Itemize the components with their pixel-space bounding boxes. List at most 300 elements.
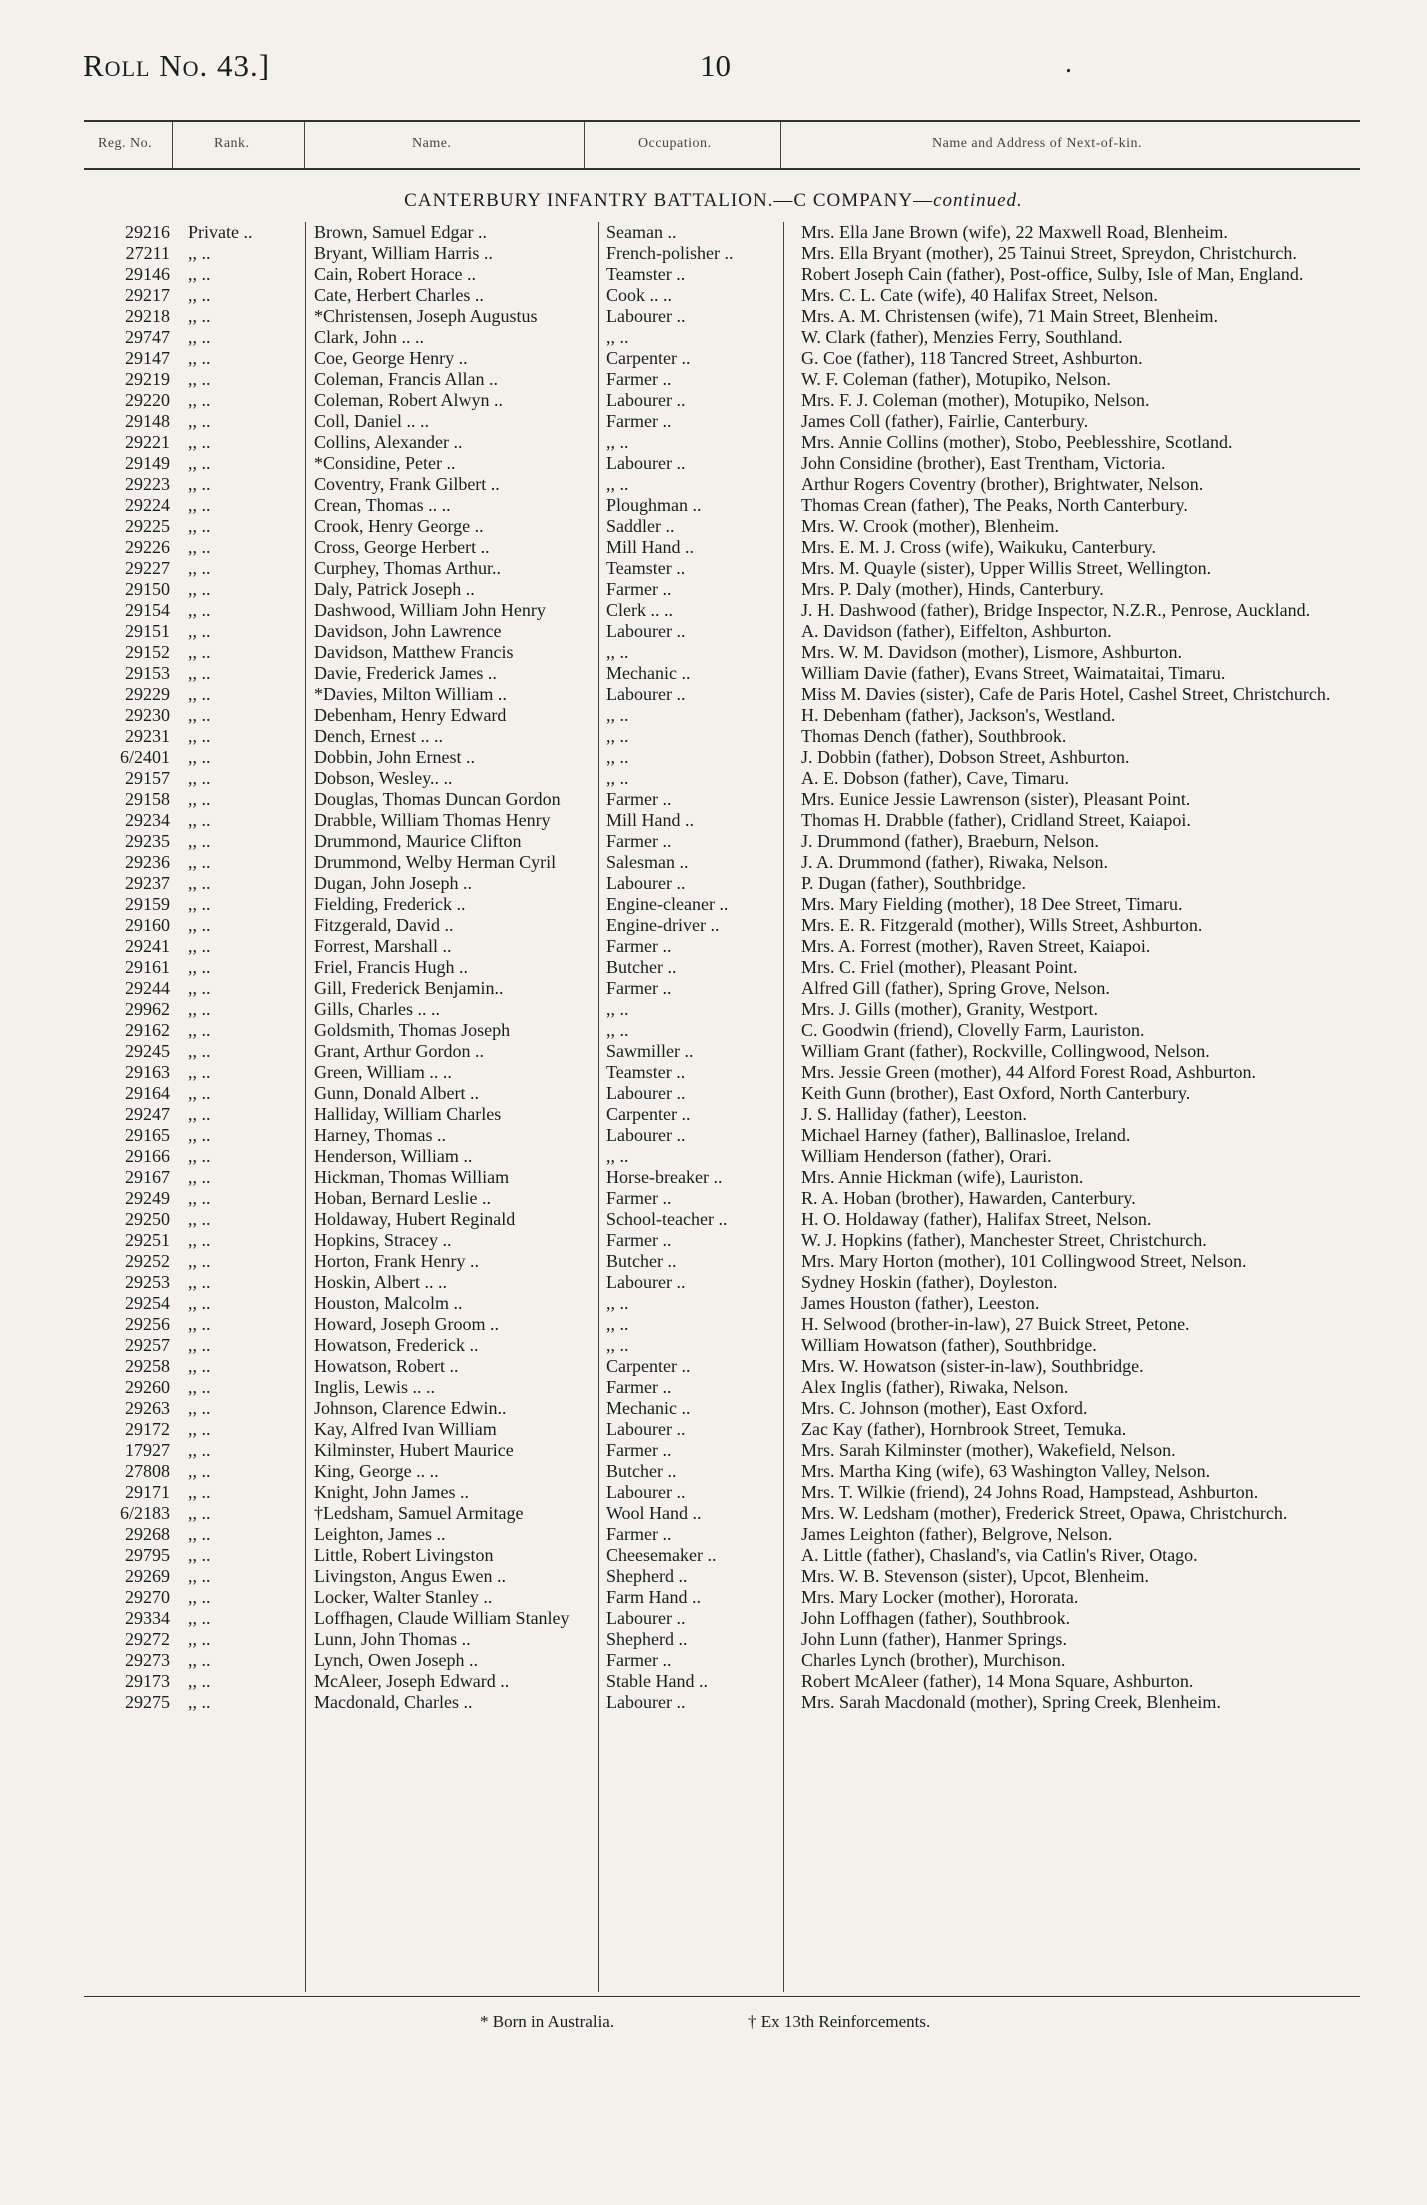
table-row xyxy=(84,894,1360,915)
name-cell: McAleer, Joseph Edward .. xyxy=(314,1671,510,1691)
name-cell: Leighton, James .. xyxy=(314,1524,446,1544)
name-cell: King, George .. .. xyxy=(314,1461,439,1481)
rank-cell: ,, .. xyxy=(188,1314,211,1334)
table-row xyxy=(84,264,1360,285)
name-cell: Kilminster, Hubert Maurice xyxy=(314,1440,514,1460)
reg-no-cell: 29234 xyxy=(125,810,170,830)
rank-cell: ,, .. xyxy=(188,957,211,977)
name-cell: Locker, Walter Stanley .. xyxy=(314,1587,493,1607)
reg-no-cell: 29221 xyxy=(125,432,170,452)
reg-no-cell: 29249 xyxy=(125,1188,170,1208)
table-row xyxy=(84,495,1360,516)
next-of-kin-cell: Thomas Crean (father), The Peaks, North Canterbury. xyxy=(801,495,1188,515)
rank-cell: ,, .. xyxy=(188,852,211,872)
rank-cell: ,, .. xyxy=(188,1398,211,1418)
name-cell: Bryant, William Harris .. xyxy=(314,243,493,263)
name-cell: Henderson, William .. xyxy=(314,1146,473,1166)
rank-cell: ,, .. xyxy=(188,1587,211,1607)
reg-no-cell: 29269 xyxy=(125,1566,170,1586)
rank-cell: ,, .. xyxy=(188,768,211,788)
next-of-kin-cell: Mrs. Mary Fielding (mother), 18 Dee Street, Timaru. xyxy=(801,894,1183,914)
reg-no-cell: 29334 xyxy=(125,1608,170,1628)
rank-cell: ,, .. xyxy=(188,579,211,599)
rank-cell: ,, .. xyxy=(188,936,211,956)
rank-cell: ,, .. xyxy=(188,1188,211,1208)
reg-no-cell: 29229 xyxy=(125,684,170,704)
table-row xyxy=(84,915,1360,936)
name-cell: Hopkins, Stracey .. xyxy=(314,1230,452,1250)
next-of-kin-cell: Mrs. M. Quayle (sister), Upper Willis Street, Wellington. xyxy=(801,558,1212,578)
next-of-kin-cell: John Considine (brother), East Trentham, Victoria. xyxy=(801,453,1166,473)
reg-no-cell: 29150 xyxy=(125,579,170,599)
reg-no-cell: 29230 xyxy=(125,705,170,725)
reg-no-cell: 17927 xyxy=(125,1440,170,1460)
rank-cell: ,, .. xyxy=(188,1503,211,1523)
header-dot: . xyxy=(1065,48,1072,79)
name-cell: Goldsmith, Thomas Joseph xyxy=(314,1020,511,1040)
rank-cell: ,, .. xyxy=(188,1125,211,1145)
name-cell: *Considine, Peter .. xyxy=(314,453,456,473)
reg-no-cell: 29149 xyxy=(125,453,170,473)
table-row xyxy=(84,1062,1360,1083)
name-cell: Coleman, Robert Alwyn .. xyxy=(314,390,503,410)
next-of-kin-cell: Mrs. W. M. Davidson (mother), Lismore, Ashburton. xyxy=(801,642,1182,662)
rank-cell: Private .. xyxy=(188,222,253,242)
next-of-kin-cell: H. O. Holdaway (father), Halifax Street, Nelson. xyxy=(801,1209,1152,1229)
rank-cell: ,, .. xyxy=(188,999,211,1019)
section-title-continued: continued. xyxy=(933,190,1023,211)
occupation-cell: Mill Hand .. xyxy=(606,810,694,830)
table-row xyxy=(84,1482,1360,1503)
name-cell: Davie, Frederick James .. xyxy=(314,663,497,683)
reg-no-cell: 29146 xyxy=(125,264,170,284)
next-of-kin-cell: Mrs. F. J. Coleman (mother), Motupiko, Nelson. xyxy=(801,390,1150,410)
next-of-kin-cell: Mrs. Ella Bryant (mother), 25 Tainui Street, Spreydon, Christchurch. xyxy=(801,243,1297,263)
next-of-kin-cell: Mrs. P. Daly (mother), Hinds, Canterbury. xyxy=(801,579,1104,599)
next-of-kin-cell: J. S. Halliday (father), Leeston. xyxy=(801,1104,1027,1124)
name-cell: Halliday, William Charles xyxy=(314,1104,502,1124)
next-of-kin-cell: Mrs. W. Crook (mother), Blenheim. xyxy=(801,516,1059,536)
reg-no-cell: 29147 xyxy=(125,348,170,368)
next-of-kin-cell: Alex Inglis (father), Riwaka, Nelson. xyxy=(801,1377,1069,1397)
table-row xyxy=(84,1440,1360,1461)
table-row xyxy=(84,558,1360,579)
name-cell: Forrest, Marshall .. xyxy=(314,936,452,956)
name-cell: Loffhagen, Claude William Stanley xyxy=(314,1608,570,1628)
table-row xyxy=(84,369,1360,390)
table-row xyxy=(84,306,1360,327)
rank-cell: ,, .. xyxy=(188,810,211,830)
next-of-kin-cell: James Coll (father), Fairlie, Canterbury. xyxy=(801,411,1089,431)
reg-no-cell: 29153 xyxy=(125,663,170,683)
occupation-cell: Seaman .. xyxy=(606,222,677,242)
next-of-kin-cell: Mrs. C. L. Cate (wife), 40 Halifax Street, Nelson. xyxy=(801,285,1158,305)
reg-no-cell: 29245 xyxy=(125,1041,170,1061)
next-of-kin-cell: A. Davidson (father), Eiffelton, Ashburton. xyxy=(801,621,1112,641)
table-row xyxy=(84,1251,1360,1272)
rank-cell: ,, .. xyxy=(188,1692,211,1712)
name-cell: Friel, Francis Hugh .. xyxy=(314,957,468,977)
occupation-cell: Mechanic .. xyxy=(606,663,691,683)
next-of-kin-cell: Mrs. Martha King (wife), 63 Washington Valley, Nelson. xyxy=(801,1461,1211,1481)
column-header-top-rule xyxy=(84,120,1360,122)
table-row xyxy=(84,789,1360,810)
reg-no-cell: 29218 xyxy=(125,306,170,326)
next-of-kin-cell: Mrs. Annie Collins (mother), Stobo, Peeblesshire, Scotland. xyxy=(801,432,1233,452)
roll-label: Roll No. 43.] xyxy=(83,48,271,83)
rank-cell: ,, .. xyxy=(188,432,211,452)
rank-cell: ,, .. xyxy=(188,411,211,431)
occupation-cell: ,, .. xyxy=(606,1314,629,1334)
name-cell: Hoskin, Albert .. .. xyxy=(314,1272,447,1292)
reg-no-cell: 27808 xyxy=(125,1461,170,1481)
reg-no-cell: 29237 xyxy=(125,873,170,893)
name-cell: Dench, Ernest .. .. xyxy=(314,726,443,746)
rank-cell: ,, .. xyxy=(188,600,211,620)
reg-no-cell: 29157 xyxy=(125,768,170,788)
occupation-cell: ,, .. xyxy=(606,642,629,662)
reg-no-cell: 29272 xyxy=(125,1629,170,1649)
reg-no-cell: 29165 xyxy=(125,1125,170,1145)
rank-cell: ,, .. xyxy=(188,474,211,494)
rank-cell: ,, .. xyxy=(188,327,211,347)
table-row xyxy=(84,1020,1360,1041)
rank-cell: ,, .. xyxy=(188,1629,211,1649)
reg-no-cell: 29166 xyxy=(125,1146,170,1166)
rank-cell: ,, .. xyxy=(188,495,211,515)
next-of-kin-cell: Miss M. Davies (sister), Cafe de Paris Hotel, Cashel Street, Christchurch. xyxy=(801,684,1331,704)
rank-cell: ,, .. xyxy=(188,1650,211,1670)
next-of-kin-cell: Mrs. C. Johnson (mother), East Oxford. xyxy=(801,1398,1088,1418)
rank-cell: ,, .. xyxy=(188,726,211,746)
next-of-kin-cell: Mrs. J. Gills (mother), Granity, Westport. xyxy=(801,999,1099,1019)
table-row xyxy=(84,1545,1360,1566)
occupation-cell: Farmer .. xyxy=(606,1188,672,1208)
occupation-cell: Farmer .. xyxy=(606,579,672,599)
rank-cell: ,, .. xyxy=(188,621,211,641)
occupation-cell: Farmer .. xyxy=(606,1230,672,1250)
table-row xyxy=(84,705,1360,726)
reg-no-cell: 29224 xyxy=(125,495,170,515)
table-row xyxy=(84,1566,1360,1587)
rank-cell: ,, .. xyxy=(188,516,211,536)
next-of-kin-cell: R. A. Hoban (brother), Hawarden, Canterbury. xyxy=(801,1188,1136,1208)
next-of-kin-cell: W. J. Hopkins (father), Manchester Street, Christchurch. xyxy=(801,1230,1207,1250)
next-of-kin-cell: Robert McAleer (father), 14 Mona Square, Ashburton. xyxy=(801,1671,1194,1691)
rank-cell: ,, .. xyxy=(188,747,211,767)
occupation-cell: Engine-cleaner .. xyxy=(606,894,729,914)
next-of-kin-cell: J. H. Dashwood (father), Bridge Inspector, N.Z.R., Penrose, Auckland. xyxy=(801,600,1311,620)
table-row xyxy=(84,957,1360,978)
column-header-bottom-rule xyxy=(84,168,1360,170)
reg-no-cell: 29250 xyxy=(125,1209,170,1229)
next-of-kin-cell: William Davie (father), Evans Street, Waimataitai, Timaru. xyxy=(801,663,1226,683)
table-row xyxy=(84,1314,1360,1335)
occupation-cell: Labourer .. xyxy=(606,1419,686,1439)
reg-no-cell: 29158 xyxy=(125,789,170,809)
next-of-kin-cell: John Loffhagen (father), Southbrook. xyxy=(801,1608,1071,1628)
reg-no-cell: 29172 xyxy=(125,1419,170,1439)
occupation-cell: Mechanic .. xyxy=(606,1398,691,1418)
column-header-occupation: Occupation. xyxy=(638,136,712,151)
name-cell: Johnson, Clarence Edwin.. xyxy=(314,1398,507,1418)
table-row xyxy=(84,1293,1360,1314)
next-of-kin-cell: Alfred Gill (father), Spring Grove, Nelson. xyxy=(801,978,1110,998)
reg-no-cell: 29219 xyxy=(125,369,170,389)
section-title xyxy=(0,190,1427,212)
next-of-kin-cell: C. Goodwin (friend), Clovelly Farm, Lauriston. xyxy=(801,1020,1145,1040)
name-cell: Crean, Thomas .. .. xyxy=(314,495,451,515)
next-of-kin-cell: J. Drummond (father), Braeburn, Nelson. xyxy=(801,831,1099,851)
occupation-cell: Farmer .. xyxy=(606,936,672,956)
table-row xyxy=(84,600,1360,621)
name-cell: *Davies, Milton William .. xyxy=(314,684,507,704)
table-row xyxy=(84,1419,1360,1440)
rank-cell: ,, .. xyxy=(188,1062,211,1082)
table-row xyxy=(84,1272,1360,1293)
page-number: 10 xyxy=(700,48,731,83)
reg-no-cell: 29244 xyxy=(125,978,170,998)
reg-no-cell: 29254 xyxy=(125,1293,170,1313)
table-row xyxy=(84,222,1360,243)
name-cell: Howard, Joseph Groom .. xyxy=(314,1314,499,1334)
next-of-kin-cell: G. Coe (father), 118 Tancred Street, Ashburton. xyxy=(801,348,1143,368)
column-header-next-of-kin: Name and Address of Next-of-kin. xyxy=(932,136,1143,151)
reg-no-cell: 29217 xyxy=(125,285,170,305)
occupation-cell: School-teacher .. xyxy=(606,1209,728,1229)
next-of-kin-cell: William Grant (father), Rockville, Collingwood, Nelson. xyxy=(801,1041,1210,1061)
table-row xyxy=(84,1671,1360,1692)
occupation-cell: Carpenter .. xyxy=(606,1356,691,1376)
occupation-cell: Clerk .. .. xyxy=(606,600,673,620)
rank-cell: ,, .. xyxy=(188,705,211,725)
name-cell: Davidson, Matthew Francis xyxy=(314,642,514,662)
section-title-text: CANTERBURY INFANTRY BATTALION.—C COMPANY— xyxy=(404,190,934,211)
occupation-cell: Horse-breaker .. xyxy=(606,1167,723,1187)
reg-no-cell: 29163 xyxy=(125,1062,170,1082)
rank-cell: ,, .. xyxy=(188,306,211,326)
table-bottom-rule xyxy=(84,1996,1360,1997)
table-row xyxy=(84,831,1360,852)
occupation-cell: Wool Hand .. xyxy=(606,1503,702,1523)
table-row xyxy=(84,1398,1360,1419)
next-of-kin-cell: Robert Joseph Cain (father), Post-office, Sulby, Isle of Man, England. xyxy=(801,264,1304,284)
name-cell: Inglis, Lewis .. .. xyxy=(314,1377,435,1397)
name-cell: Knight, John James .. xyxy=(314,1482,469,1502)
next-of-kin-cell: Mrs. E. M. J. Cross (wife), Waikuku, Canterbury. xyxy=(801,537,1157,557)
occupation-cell: Teamster .. xyxy=(606,1062,686,1082)
occupation-cell: ,, .. xyxy=(606,1293,629,1313)
occupation-cell: Shepherd .. xyxy=(606,1566,688,1586)
occupation-cell: ,, .. xyxy=(606,747,629,767)
rank-cell: ,, .. xyxy=(188,1104,211,1124)
occupation-cell: ,, .. xyxy=(606,768,629,788)
reg-no-cell: 29273 xyxy=(125,1650,170,1670)
next-of-kin-cell: Mrs. W. Howatson (sister-in-law), Southbridge. xyxy=(801,1356,1144,1376)
next-of-kin-cell: H. Debenham (father), Jackson's, Westland. xyxy=(801,705,1116,725)
rank-cell: ,, .. xyxy=(188,1545,211,1565)
name-cell: Howatson, Frederick .. xyxy=(314,1335,479,1355)
reg-no-cell: 29148 xyxy=(125,411,170,431)
column-header-name: Name. xyxy=(412,136,452,151)
reg-no-cell: 29171 xyxy=(125,1482,170,1502)
occupation-cell: Saddler .. xyxy=(606,516,675,536)
occupation-cell: ,, .. xyxy=(606,726,629,746)
table-row xyxy=(84,1146,1360,1167)
occupation-cell: Salesman .. xyxy=(606,852,689,872)
reg-no-cell: 29225 xyxy=(125,516,170,536)
occupation-cell: ,, .. xyxy=(606,999,629,1019)
table-row xyxy=(84,1650,1360,1671)
column-divider xyxy=(304,122,305,168)
occupation-cell: Farmer .. xyxy=(606,1440,672,1460)
name-cell: Coe, George Henry .. xyxy=(314,348,468,368)
occupation-cell: Ploughman .. xyxy=(606,495,702,515)
reg-no-cell: 6/2183 xyxy=(119,1503,170,1523)
rank-cell: ,, .. xyxy=(188,642,211,662)
occupation-cell: ,, .. xyxy=(606,432,629,452)
table-row xyxy=(84,390,1360,411)
name-cell: Howatson, Robert .. xyxy=(314,1356,459,1376)
next-of-kin-cell: W. Clark (father), Menzies Ferry, Southland. xyxy=(801,327,1123,347)
occupation-cell: Cook .. .. xyxy=(606,285,673,305)
rank-cell: ,, .. xyxy=(188,1461,211,1481)
reg-no-cell: 29247 xyxy=(125,1104,170,1124)
table-row xyxy=(84,1335,1360,1356)
table-row xyxy=(84,684,1360,705)
name-cell: Brown, Samuel Edgar .. xyxy=(314,222,487,242)
table-row xyxy=(84,579,1360,600)
table-row xyxy=(84,1230,1360,1251)
rank-cell: ,, .. xyxy=(188,264,211,284)
table-row xyxy=(84,285,1360,306)
rank-cell: ,, .. xyxy=(188,390,211,410)
name-cell: Macdonald, Charles .. xyxy=(314,1692,473,1712)
next-of-kin-cell: Mrs. Sarah Macdonald (mother), Spring Creek, Blenheim. xyxy=(801,1692,1221,1712)
next-of-kin-cell: Charles Lynch (brother), Murchison. xyxy=(801,1650,1066,1670)
reg-no-cell: 29258 xyxy=(125,1356,170,1376)
name-cell: Grant, Arthur Gordon .. xyxy=(314,1041,484,1061)
table-row xyxy=(84,243,1360,264)
reg-no-cell: 29173 xyxy=(125,1671,170,1691)
nominal-roll-table xyxy=(84,222,1360,1713)
occupation-cell: ,, .. xyxy=(606,1335,629,1355)
next-of-kin-cell: Mrs. W. B. Stevenson (sister), Upcot, Blenheim. xyxy=(801,1566,1149,1586)
rank-cell: ,, .. xyxy=(188,1293,211,1313)
rank-cell: ,, .. xyxy=(188,1671,211,1691)
next-of-kin-cell: Mrs. Annie Hickman (wife), Lauriston. xyxy=(801,1167,1084,1187)
occupation-cell: Cheesemaker .. xyxy=(606,1545,717,1565)
name-cell: Debenham, Henry Edward xyxy=(314,705,507,725)
occupation-cell: Labourer .. xyxy=(606,1692,686,1712)
rank-cell: ,, .. xyxy=(188,663,211,683)
table-row xyxy=(84,1692,1360,1713)
table-row xyxy=(84,642,1360,663)
occupation-cell: French-polisher .. xyxy=(606,243,734,263)
name-cell: Gunn, Donald Albert .. xyxy=(314,1083,479,1103)
next-of-kin-cell: Mrs. Sarah Kilminster (mother), Wakefield, Nelson. xyxy=(801,1440,1176,1460)
rank-cell: ,, .. xyxy=(188,1209,211,1229)
occupation-cell: Teamster .. xyxy=(606,264,686,284)
table-row xyxy=(84,1167,1360,1188)
rank-cell: ,, .. xyxy=(188,453,211,473)
table-row xyxy=(84,726,1360,747)
reg-no-cell: 29747 xyxy=(125,327,170,347)
rank-cell: ,, .. xyxy=(188,1251,211,1271)
table-row xyxy=(84,1104,1360,1125)
table-row xyxy=(84,978,1360,999)
table-row xyxy=(84,768,1360,789)
rank-cell: ,, .. xyxy=(188,348,211,368)
occupation-cell: Farmer .. xyxy=(606,831,672,851)
rank-cell: ,, .. xyxy=(188,243,211,263)
column-header-rank: Rank. xyxy=(214,136,250,151)
next-of-kin-cell: Mrs. W. Ledsham (mother), Frederick Street, Opawa, Christchurch. xyxy=(801,1503,1288,1523)
occupation-cell: Mill Hand .. xyxy=(606,537,694,557)
name-cell: Gills, Charles .. .. xyxy=(314,999,440,1019)
occupation-cell: Butcher .. xyxy=(606,1251,677,1271)
rank-cell: ,, .. xyxy=(188,1566,211,1586)
table-row xyxy=(84,1083,1360,1104)
occupation-cell: Labourer .. xyxy=(606,621,686,641)
table-row xyxy=(84,1209,1360,1230)
name-cell: Coll, Daniel .. .. xyxy=(314,411,429,431)
rank-cell: ,, .. xyxy=(188,684,211,704)
table-row xyxy=(84,747,1360,768)
occupation-cell: ,, .. xyxy=(606,1020,629,1040)
occupation-cell: Labourer .. xyxy=(606,684,686,704)
footnote-born-in-australia: * Born in Australia. xyxy=(480,2012,615,2031)
name-cell: Drummond, Maurice Clifton xyxy=(314,831,522,851)
reg-no-cell: 29256 xyxy=(125,1314,170,1334)
reg-no-cell: 6/2401 xyxy=(119,747,170,767)
next-of-kin-cell: Mrs. A. M. Christensen (wife), 71 Main Street, Blenheim. xyxy=(801,306,1218,326)
next-of-kin-cell: John Lunn (father), Hanmer Springs. xyxy=(801,1629,1067,1649)
name-cell: Coleman, Francis Allan .. xyxy=(314,369,498,389)
footnote-ex-reinforcements: † Ex 13th Reinforcements. xyxy=(748,2012,931,2031)
occupation-cell: Carpenter .. xyxy=(606,1104,691,1124)
next-of-kin-cell: Arthur Rogers Coventry (brother), Brightwater, Nelson. xyxy=(801,474,1204,494)
next-of-kin-cell: Mrs. C. Friel (mother), Pleasant Point. xyxy=(801,957,1078,977)
reg-no-cell: 29263 xyxy=(125,1398,170,1418)
reg-no-cell: 29159 xyxy=(125,894,170,914)
next-of-kin-cell: J. Dobbin (father), Dobson Street, Ashburton. xyxy=(801,747,1130,767)
table-row xyxy=(84,1188,1360,1209)
name-cell: Lunn, John Thomas .. xyxy=(314,1629,471,1649)
name-cell: Clark, John .. .. xyxy=(314,327,424,347)
column-divider xyxy=(172,122,173,168)
next-of-kin-cell: Zac Kay (father), Hornbrook Street, Temuka. xyxy=(801,1419,1127,1439)
rank-cell: ,, .. xyxy=(188,789,211,809)
rank-cell: ,, .. xyxy=(188,1440,211,1460)
name-cell: Dobson, Wesley.. .. xyxy=(314,768,453,788)
reg-no-cell: 29252 xyxy=(125,1251,170,1271)
table-row xyxy=(84,432,1360,453)
next-of-kin-cell: Sydney Hoskin (father), Doyleston. xyxy=(801,1272,1058,1292)
page-header xyxy=(0,0,1427,120)
table-row xyxy=(84,1356,1360,1377)
reg-no-cell: 29275 xyxy=(125,1692,170,1712)
reg-no-cell: 27211 xyxy=(125,243,170,263)
reg-no-cell: 29151 xyxy=(125,621,170,641)
name-cell: Curphey, Thomas Arthur.. xyxy=(314,558,501,578)
reg-no-cell: 29253 xyxy=(125,1272,170,1292)
column-divider xyxy=(780,122,781,168)
next-of-kin-cell: W. F. Coleman (father), Motupiko, Nelson. xyxy=(801,369,1111,389)
next-of-kin-cell: Mrs. Jessie Green (mother), 44 Alford Forest Road, Ashburton. xyxy=(801,1062,1256,1082)
table-row xyxy=(84,537,1360,558)
reg-no-cell: 29795 xyxy=(125,1545,170,1565)
